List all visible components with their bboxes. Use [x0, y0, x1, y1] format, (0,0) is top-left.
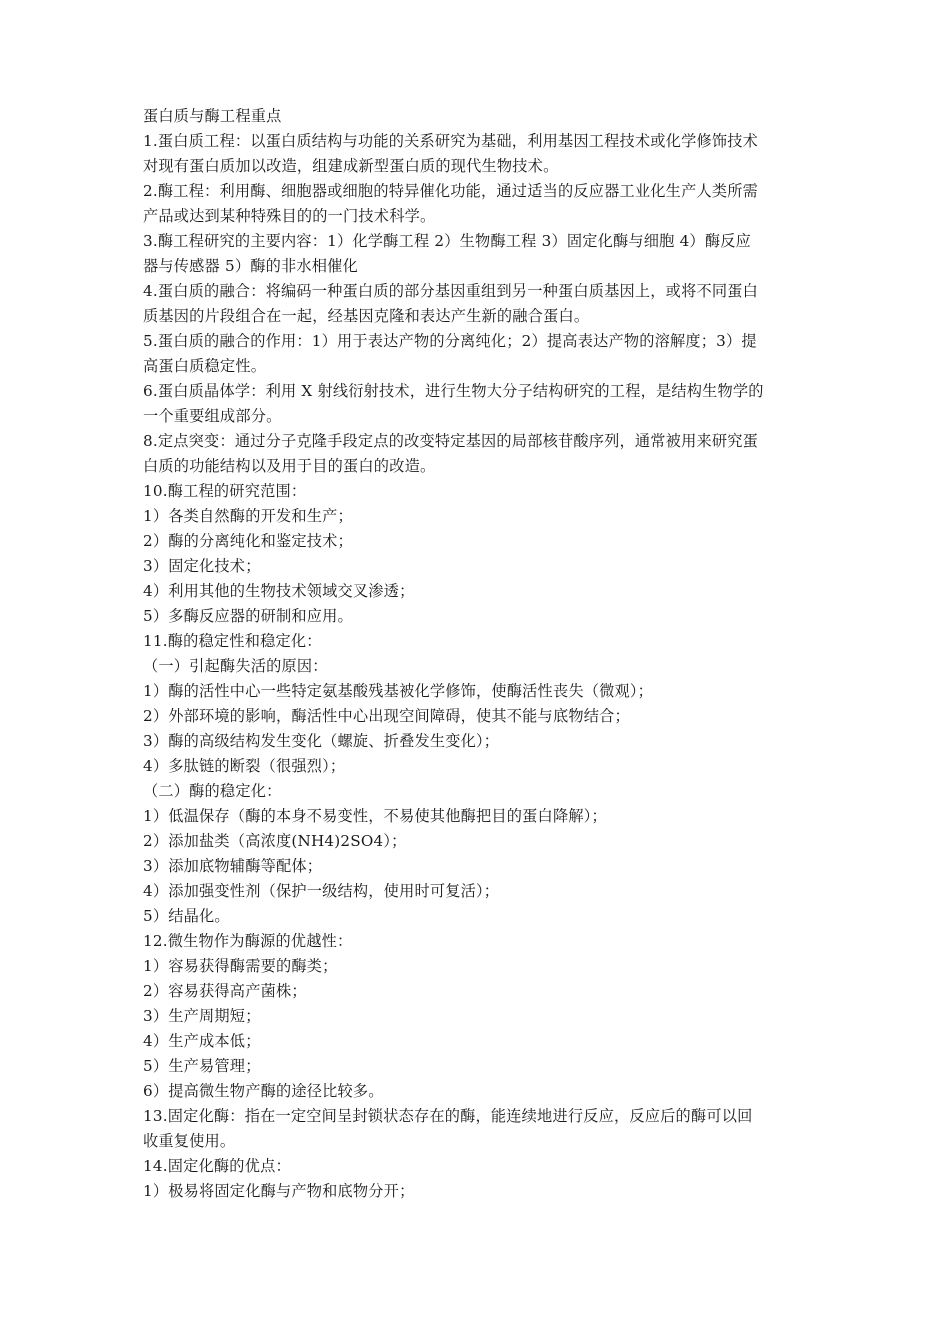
text-line: 4）利用其他的生物技术领域交叉渗透； [143, 582, 415, 600]
text-line: 质基因的片段组合在一起，经基因克隆和表达产生新的融合蛋白。 [143, 307, 590, 325]
text-line: 器与传感器 5）酶的非水相催化 [143, 257, 358, 275]
text-line: 3）固定化技术； [143, 557, 261, 575]
document-body [143, 104, 823, 1204]
text-line: 3）添加底物辅酶等配体； [143, 857, 323, 875]
text-line: 5）多酶反应器的研制和应用。 [143, 607, 353, 625]
text-line: 2.酶工程：利用酶、细胞器或细胞的特异催化功能，通过适当的反应器工业化生产人类所需 [143, 182, 759, 200]
text-line: 1）各类自然酶的开发和生产； [143, 507, 353, 525]
text-line: 4）多肽链的断裂（很强烈）； [143, 757, 346, 775]
document-title: 蛋白质与酶工程重点 [143, 107, 282, 125]
text-line: 8.定点突变：通过分子克隆手段定点的改变特定基因的局部核苷酸序列，通常被用来研究蛋 [143, 432, 759, 450]
text-line: 4.蛋白质的融合：将编码一种蛋白质的部分基因重组到另一种蛋白质基因上，或将不同蛋白 [143, 282, 759, 300]
text-line: 2）外部环境的影响，酶活性中心出现空间障碍，使其不能与底物结合； [143, 707, 630, 725]
text-line: 一个重要组成部分。 [143, 407, 282, 425]
text-line: 2）容易获得高产菌株； [143, 982, 307, 1000]
text-line: 产品或达到某种特殊目的的一门技术科学。 [143, 207, 436, 225]
text-line: 2）添加盐类（高浓度(NH4)2SO4）； [143, 832, 407, 850]
text-line: 4）生产成本低； [143, 1032, 261, 1050]
text-line: 5）结晶化。 [143, 907, 230, 925]
text-line: 11.酶的稳定性和稳定化： [143, 632, 322, 650]
text-line: 14.固定化酶的优点： [143, 1157, 291, 1175]
text-line: 5）生产易管理； [143, 1057, 261, 1075]
text-line: 6）提高微生物产酶的途径比较多。 [143, 1082, 384, 1100]
text-line: 10.酶工程的研究范围： [143, 482, 307, 500]
text-line: 1）低温保存（酶的本身不易变性，不易使其他酶把目的蛋白降解）； [143, 807, 607, 825]
text-line: 白质的功能结构以及用于目的蛋白的改造。 [143, 457, 436, 475]
text-line: （二）酶的稳定化： [143, 782, 282, 800]
text-line: 4）添加强变性剂（保护一级结构，使用时可复活）； [143, 882, 500, 900]
text-line: 1）容易获得酶需要的酶类； [143, 957, 338, 975]
text-line: 3）酶的高级结构发生变化（螺旋、折叠发生变化）； [143, 732, 500, 750]
text-line: 收重复使用。 [143, 1132, 236, 1150]
text-line: 1）极易将固定化酶与产物和底物分开； [143, 1182, 415, 1200]
text-line: 3）生产周期短； [143, 1007, 261, 1025]
text-line: 对现有蛋白质加以改造，组建成新型蛋白质的现代生物技术。 [143, 157, 559, 175]
text-line: 5.蛋白质的融合的作用：1）用于表达产物的分离纯化；2）提高表达产物的溶解度；3）提 [143, 332, 757, 350]
text-line: 3.酶工程研究的主要内容：1）化学酶工程 2）生物酶工程 3）固定化酶与细胞 4）酶反应 [143, 232, 751, 250]
text-line: 13.固定化酶：指在一定空间呈封锁状态存在的酶，能连续地进行反应，反应后的酶可以回 [143, 1107, 753, 1125]
text-line: 12.微生物作为酶源的优越性： [143, 932, 353, 950]
text-line: 1）酶的活性中心一些特定氨基酸残基被化学修饰，使酶活性丧失（微观）； [143, 682, 654, 700]
text-line: 6.蛋白质晶体学：利用 X 射线衍射技术，进行生物大分子结构研究的工程，是结构生物学的 [143, 382, 764, 400]
text-line: 1.蛋白质工程：以蛋白质结构与功能的关系研究为基础，利用基因工程技术或化学修饰技术 [143, 132, 759, 150]
text-line: （一）引起酶失活的原因： [143, 657, 328, 675]
text-line: 2）酶的分离纯化和鉴定技术； [143, 532, 353, 550]
text-line: 高蛋白质稳定性。 [143, 357, 267, 375]
